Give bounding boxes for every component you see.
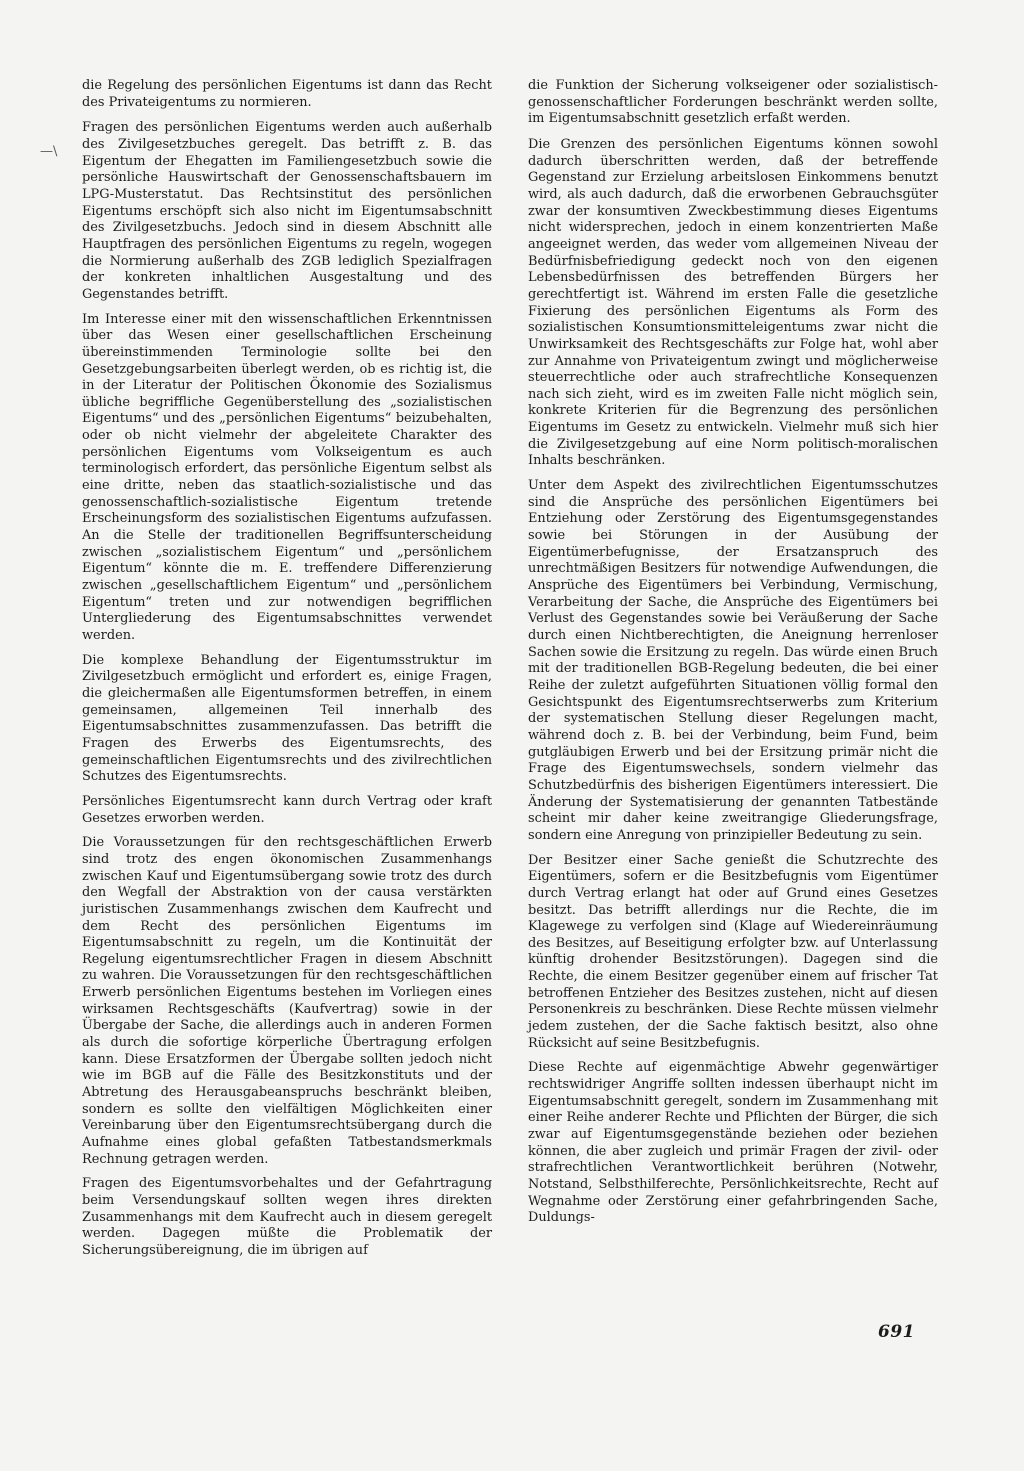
paragraph: Die Grenzen des persönlichen Eigentums können sowohl dadurch überschritten werden, daß der betreffende Gegenstand zur Erzielung arbeitslosen Einkommens benutzt wird, als auch dadurch, daß die erworbenen Gebrauchsgüter zwar der konsumtiven Zweckbestimmung dieses Eigentums nicht widersprechen, jedoch in einem konzentrierten Maße angeeignet werden, das weder vom allgemeinen Niveau der Bedürfnisbefriedigung gedeckt noch von den eigenen Lebensbedürfnissen des betreffenden Bürgers her gerechtfertigt ist. Während im ersten Falle die gesetzliche Fixierung des persönlichen Eigentums als Form des sozialistischen Konsumtionsmitteleigentums zwar nicht die Unwirksamkeit des Rechtsgeschäfts zur Folge hat, wohl aber zur Annahme von Privateigentum zwingt und möglicherweise steuerrechtliche oder auch strafrechtliche Konsequenzen nach sich zieht, wird es im zweiten Falle nicht möglich sein, konkrete Kriterien für die Begrenzung des persönlichen Eigentums im Gesetz zu entwickeln. Vielmehr muß sich hier die Zivilgesetzgebung auf eine Norm politisch-moralischen Inhalts beschränken. (528, 136, 938, 469)
margin-mark: —\ (40, 144, 58, 159)
paragraph: Unter dem Aspekt des zivilrechtlichen Eigentumsschutzes sind die Ansprüche des persönlichen Eigentümers bei Entziehung oder Zerstörung des Eigentumsgegenstandes sowie bei Störungen in der Ausübung der Eigentümerbefugnisse, der Ersatzanspruch des unrechtmäßigen Besitzers für notwendige Aufwendungen, die Ansprüche des Eigentümers bei Verbindung, Vermischung, Verarbeitung der Sache, die Ansprüche des Eigentümers bei Verlust des Gegenstandes sowie bei Veräußerung der Sache durch einen Nichtberechtigten, die Aneignung herrenloser Sachen sowie die Ersitzung zu regeln. Das würde einen Bruch mit der traditionellen BGB-Regelung bedeuten, die bei einer Reihe der zuletzt aufgeführten Situationen völlig formal den Gesichtspunkt des Eigentumsrechtserwerbs zum Kriterium der systematischen Stellung dieser Regelungen macht, während doch z. B. bei der Verbindung, beim Fund, beim gutgläubigen Erwerb und bei der Ersitzung primär nicht die Frage des Eigentumswechsels, sondern vielmehr das Schutzbedürfnis des bisherigen Eigentümers interessiert. Die Änderung der Systematisierung der genannten Tatbestände scheint mir daher keine zweitrangige Gliederungsfrage, sondern eine Anregung von prinzipieller Bedeutung zu sein. (528, 478, 938, 843)
paragraph: Diese Rechte auf eigenmächtige Abwehr gegenwärtiger rechtswidriger Angriffe sollten indessen überhaupt nicht im Eigentumsabschnitt geregelt, sondern im Zusammenhang mit einer Reihe anderer Rechte und Pflichten der Bürger, die sich zwar auf Eigentumsgegenstände beziehen oder beziehen können, die aber zugleich und primär Fragen der zivil- oder strafrechtlichen Verantwortlichkeit berühren (Notwehr, Notstand, Selbsthilferechte, Persönlichkeitsrechte, Recht auf Wegnahme oder Zerstörung einer gefahrbringenden Sache, Duldungs- (528, 1060, 938, 1226)
paragraph: die Funktion der Sicherung volkseigener oder sozialistisch-genossenschaftlicher Forderungen beschränkt werden sollte, im Eigentumsabschnitt gesetzlich erfaßt werden. (528, 78, 938, 127)
paragraph: Die komplexe Behandlung der Eigentumsstruktur im Zivilgesetzbuch ermöglicht und erfordert es, einige Fragen, die gleichermaßen alle Eigentumsformen betreffen, in einem gemeinsamen, allgemeinen Teil innerhalb des Eigentumsabschnittes zusammenzufassen. Das betrifft die Fragen des Erwerbs des Eigentumsrechts, des gemeinschaftlichen Eigentumsrechts und des zivilrechtlichen Schutzes des Eigentumsrechts. (82, 652, 492, 785)
paragraph: Fragen des Eigentumsvorbehaltes und der Gefahrtragung beim Versendungskauf sollten wegen ihres direkten Zusammenhangs mit dem Kaufrecht auch in diesem geregelt werden. Dagegen müßte die Problematik der Sicherungsübereignung, die im übrigen auf (82, 1176, 492, 1258)
right-column (528, 78, 938, 1235)
paragraph: Im Interesse einer mit den wissenschaftlichen Erkenntnissen über das Wesen einer gesellschaftlichen Erscheinung übereinstimmenden Terminologie sollte bei den Gesetzgebungsarbeiten überlegt werden, ob es richtig ist, die in der Literatur der Politischen Ökonomie des Sozialismus übliche begriffliche Gegenüberstellung des „sozialistischen Eigentums“ und des „persönlichen Eigentums“ beizubehalten, oder ob nicht vielmehr der abgeleitete Charakter des persönlichen Eigentums vom Volkseigentum es auch terminologisch erfordert, das persönliche Eigentum selbst als eine dritte, neben das staatlich-sozialistische und das genossenschaftlich-sozialistische Eigentum tretende Erscheinungsform des sozialistischen Eigentums aufzufassen. An die Stelle der traditionellen Begriffsunterscheidung zwischen „sozialistischem Eigentum“ und „persönlichem Eigentum“ könnte die m. E. treffendere Differenzierung zwischen „gesellschaftlichem Eigentum“ und „persönlichem Eigentum“ treten und zur notwendigen begrifflichen Untergliederung des Eigentumsabschnittes verwendet werden. (82, 311, 492, 643)
paragraph: Persönliches Eigentumsrecht kann durch Vertrag oder kraft Gesetzes erworben werden. (82, 793, 492, 826)
paragraph: die Regelung des persönlichen Eigentums ist dann das Recht des Privateigentums zu normieren. (82, 78, 492, 110)
paragraph: Der Besitzer einer Sache genießt die Schutzrechte des Eigentümers, sofern er die Besitzbefugnis vom Eigentümer durch Vertrag erlangt hat oder auf Grund eines Gesetzes besitzt. Das betrifft allerdings nur die Rechte, die im Klagewege zu verfolgen sind (Klage auf Wiedereinräumung des Besitzes, auf Beseitigung erfolgter bzw. auf Unterlassung künftig drohender Besitzstörungen). Dagegen sind die Rechte, die einem Besitzer gegenüber einem auf frischer Tat betroffenen Entzieher des Besitzes zustehen, nicht auf diesen Personenkreis zu beschränken. Diese Rechte müssen vielmehr jedem zustehen, der die Sache faktisch besitzt, also ohne Rücksicht auf seine Besitzbefugnis. (528, 852, 938, 1051)
paragraph: Fragen des persönlichen Eigentums werden auch außerhalb des Zivilgesetzbuches geregelt. Das betrifft z. B. das Eigentum der Ehegatten im Familiengesetzbuch sowie die persönliche Hauswirtschaft der Genossenschaftsbauern im LPG-Musterstatut. Das Rechtsinstitut des persönlichen Eigentums erschöpft sich also nicht im Eigentumsabschnitt des Zivilgesetzbuchs. Jedoch sind in diesem Abschnitt alle Hauptfragen des persönlichen Eigentums zu regeln, wogegen die Normierung außerhalb des ZGB lediglich Spezialfragen der konkreten inhaltlichen Ausgestaltung und des Gegenstandes betrifft. (82, 120, 492, 302)
page-number: 691 (878, 1322, 915, 1342)
paragraph: Die Voraussetzungen für den rechtsgeschäftlichen Erwerb sind trotz des engen ökonomischen Zusammenhangs zwischen Kauf und Eigentumsübergang sowie trotz des durch den Wegfall der Abstraktion von der causa verstärkten juristischen Zusammenhangs zwischen dem Kaufrecht und dem Recht des persönlichen Eigentums im Eigentumsabschnitt zu regeln, um die Kontinuität der Regelung eigentumsrechtlicher Fragen in diesem Abschnitt zu wahren. Die Voraussetzungen für den rechtsgeschäftlichen Erwerb persönlichen Eigentums bestehen im Vorliegen eines wirksamen Rechtsgeschäfts (Kaufvertrag) sowie in der Übergabe der Sache, die allerdings auch in anderen Formen als durch die sofortige körperliche Übertragung erfolgen kann. Diese Ersatzformen der Übergabe sollten jedoch nicht wie im BGB auf die Fälle des Besitzkonstituts und der Abtretung des Herausgabeanspruchs beschränkt bleiben, sondern es sollte den vielfältigen Möglichkeiten einer Vereinbarung über den Eigentumsrechtsübergang durch die Aufnahme eines global gefaßten Tatbestandsmerkmals Rechnung getragen werden. (82, 835, 492, 1167)
left-column (82, 78, 492, 1268)
